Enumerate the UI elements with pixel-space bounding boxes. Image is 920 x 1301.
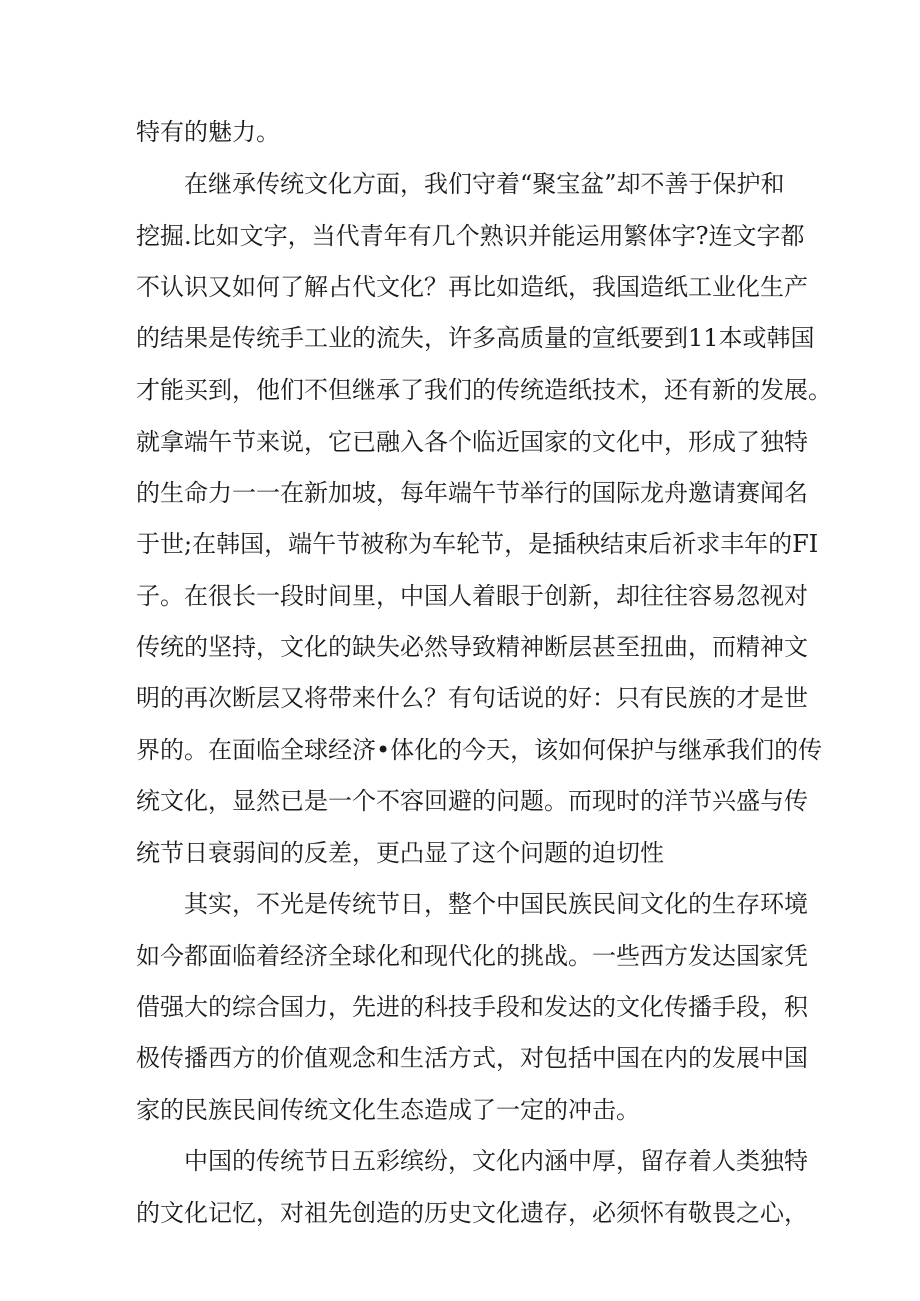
text-line: 如今都面临着经济全球化和现代化的挑战。一些西方发达国家凭: [136, 942, 808, 970]
paragraph-start-line: 中国的传统节日五彩缤纷，文化内涵中厚，留存着人类独特: [184, 1147, 808, 1175]
text-line: 特有的魅力。: [136, 118, 280, 146]
text-line: 明的再次断层又将带来什么？有句话说的好：只有民族的才是世: [136, 684, 808, 712]
text-line: 的生命力一一在新加坡，每年端午节举行的国际龙舟邀请赛闻名: [136, 479, 808, 507]
text-line: 于世;在韩国，端午节被称为车轮节，是插秧结束后祈求丰年的FI: [136, 530, 819, 558]
text-line: 家的民族民间传统文化生态造成了一定的冲击。: [136, 1096, 640, 1124]
text-line: 统节日衰弱间的反差，更凸显了这个问题的迫切性: [136, 839, 664, 867]
text-line: 子。在很长一段时间里，中国人着眼于创新，却往往容易忽视对: [136, 582, 808, 610]
paragraph-start-line: 其实，不光是传统节日，整个中国民族民间文化的生存环境: [184, 890, 808, 918]
text-line: 就拿端午节来说，它已融入各个临近国家的文化中，形成了独特: [136, 428, 808, 456]
text-line: 界的。在面临全球经济•体化的今天，该如何保护与继承我们的传: [136, 736, 823, 764]
text-line: 不认识又如何了解占代文化？再比如造纸，我国造纸工业化生产: [136, 273, 808, 301]
text-line: 的文化记忆，对祖先创造的历史文化遗存，必须怀有敬畏之心，: [136, 1199, 808, 1227]
text-line: 借强大的综合国力，先进的科技手段和发达的文化传播手段，积: [136, 993, 808, 1021]
text-line: 统文化，显然已是一个不容回避的问题。而现时的洋节兴盛与传: [136, 787, 808, 815]
text-line: 极传播西方的价值观念和生活方式，对包括中国在内的发展中国: [136, 1044, 808, 1072]
text-line: 传统的坚持，文化的缺失必然导致精神断层甚至扭曲，而精神文: [136, 633, 808, 661]
text-line: 才能买到，他们不但继承了我们的传统造纸技术，还有新的发展。: [136, 376, 832, 404]
paragraph-start-line: 在继承传统文化方面，我们守着“聚宝盆”却不善于保护和: [184, 170, 785, 198]
text-line: 挖掘.比如文字，当代青年有几个熟识并能运用繁体字?连文字都: [136, 222, 805, 250]
text-line: 的结果是传统手工业的流失，许多高质量的宣纸要到11本或韩国: [136, 324, 815, 352]
